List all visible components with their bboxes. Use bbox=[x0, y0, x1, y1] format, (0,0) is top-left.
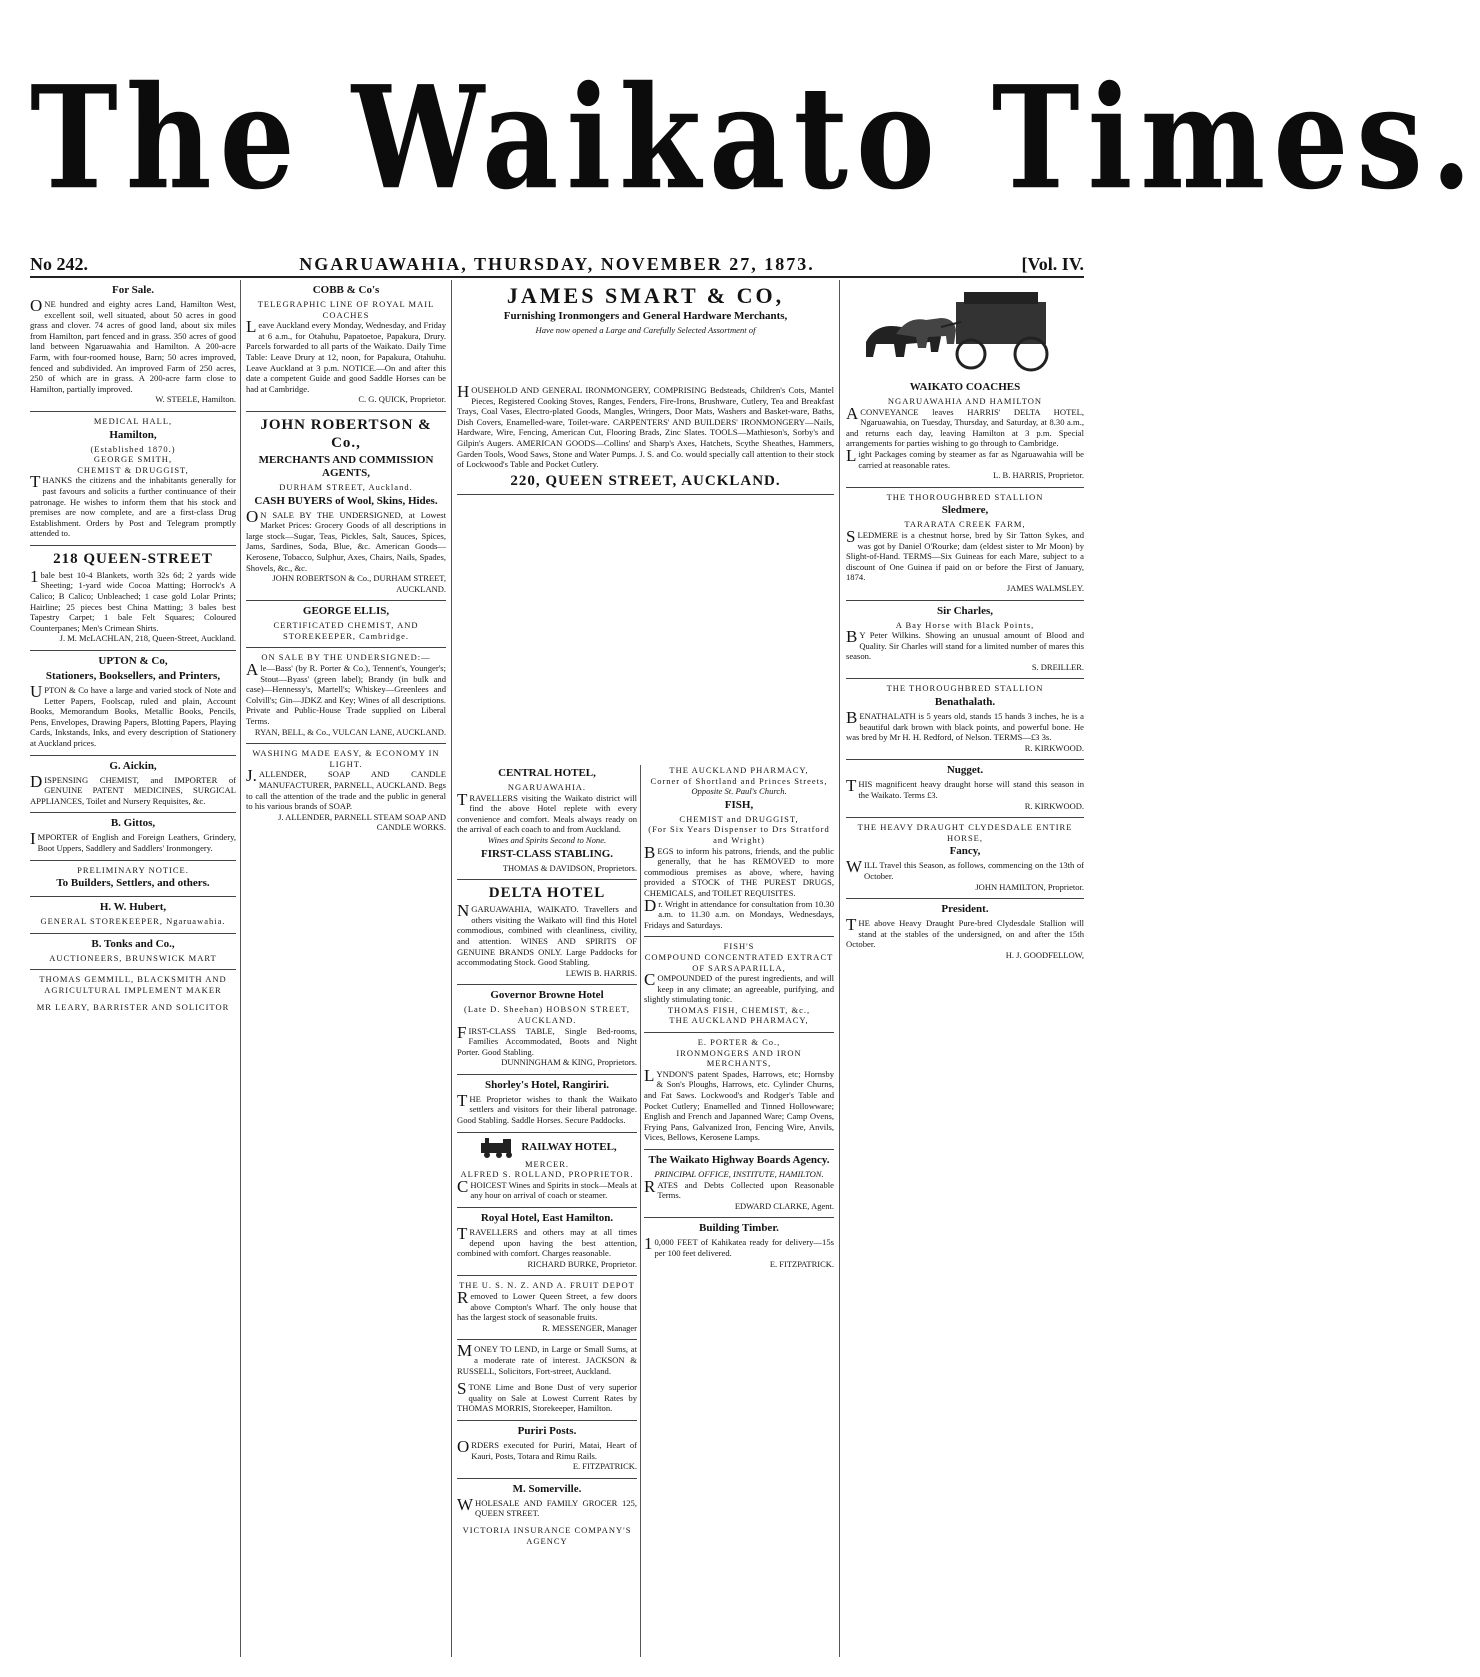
benathalath-ad bbox=[846, 683, 1084, 753]
ad-body: IMPORTER of English and Foreign Leathers, Grindery, Boot Uppers, Saddlery and Saddlers' Ironmongery. bbox=[30, 829, 236, 853]
ad-signature: L. B. HARRIS, Proprietor. bbox=[993, 470, 1084, 481]
ad-body: MONEY TO LEND, in Large or Small Sums, at a moderate rate of interest. JACKSON & RUSSELL, Solicitors, Fort-street, Auckland. bbox=[457, 1341, 637, 1376]
ad-trade: CHEMIST and DRUGGIST, bbox=[679, 813, 799, 824]
ad-heading: VICTORIA INSURANCE COMPANY'S AGENCY bbox=[462, 1524, 632, 1546]
ad-body: COMPOUNDED of the purest ingredients, and will keep in any climate; an agreeable, purifying, and slightly stimulating tonic. bbox=[644, 970, 834, 1005]
victoria-ad bbox=[457, 1525, 637, 1546]
ad-signature: C. G. QUICK, Proprietor. bbox=[358, 394, 446, 405]
ad-signature: J. ALLENDER, PARNELL STEAM SOAP AND CANDLE WORKS. bbox=[278, 811, 446, 833]
timber-ad bbox=[644, 1222, 834, 1269]
ad-body: HOUSEHOLD AND GENERAL IRONMONGERY, COMPRISING Bedsteads, Children's Cots, Mantel Pieces, Registered Cooking Stoves, Ranges, Fenders, Fire-Irons, Brushware, Cutlery, Tea and Breakfast Trays, Coal Vases, Electro-plated Goods, Mangles, Wringers, Door Mats, Washers and Basket-ware, Baths, Dish Covers, Enamelled-ware, Toilet-ware. CARPENTERS' AND BUILDERS' IRONMONGERY—Nails, Hardware, Wire, Fencing, American Cut, Flooring Brads, Zinc Slates. TOOLS—Mathieson's, Sorby's and Gilpin's Augers. AMERICAN GOODS—Collins' and Sharp's Axes, Hatchets, Scythe Sheathes, Hammers, Garden Tools, Wood Saws, Stone and Water Pumps. J. S. and Co. would specially call attention to their stock of Lockwood's Table and Pocket Cutlery. bbox=[457, 382, 834, 470]
ad-signature: E. FITZPATRICK. bbox=[769, 1258, 834, 1269]
ad-heading: Sir Charles, bbox=[936, 604, 994, 617]
queen-street-ad bbox=[30, 550, 236, 644]
ad-heading: CENTRAL HOTEL, bbox=[498, 767, 596, 779]
robertson-ad bbox=[246, 416, 446, 594]
divider bbox=[644, 1217, 834, 1218]
medical-hall-ad bbox=[30, 416, 236, 539]
ad-subheading: IRONMONGERS AND IRON MERCHANTS, bbox=[676, 1047, 802, 1069]
ad-pre-heading: THE HEAVY DRAUGHT CLYDESDALE ENTIRE HORSE, bbox=[857, 822, 1073, 843]
ad-body: THE Proprietor wishes to thank the Waikato settlers and visitors for their liberal patronage. Good Stabling. Saddle Horses. Secure Paddocks. bbox=[457, 1090, 637, 1126]
president-ad bbox=[846, 903, 1084, 960]
ad-subheading: A Bay Horse with Black Points, bbox=[895, 619, 1035, 630]
divider bbox=[644, 1032, 834, 1033]
ad-subheading: COMPOUND CONCENTRATED EXTRACT OF SARSAPARILLA, bbox=[644, 951, 834, 973]
ad-signature: JOHN ROBERTSON & Co., DURHAM STREET, AUCKLAND. bbox=[272, 573, 446, 594]
forsale-ad bbox=[30, 284, 236, 405]
ad-heading: ON SALE BY THE UNDERSIGNED:— bbox=[261, 652, 431, 663]
divider bbox=[457, 1132, 637, 1133]
ad-subheading: AUCTIONEERS, BRUNSWICK MART bbox=[49, 952, 217, 963]
ad-heading: Sledmere, bbox=[941, 504, 989, 517]
ad-signature: EDWARD CLARKE, Agent. bbox=[734, 1200, 834, 1211]
sledmere-ad bbox=[846, 492, 1084, 594]
ad-heading: H. W. Hubert, bbox=[99, 901, 167, 914]
stone-ad bbox=[457, 1379, 637, 1414]
ad-body: BY Peter Wilkins. Showing an unusual amount of Blood and Quality. Sir Charles will stand for a limited number of mares this season. bbox=[846, 627, 1084, 662]
ad-heading: THE AUCKLAND PHARMACY, bbox=[669, 765, 809, 775]
ad-signature: R. KIRKWOOD. bbox=[1024, 742, 1084, 753]
ad-body: THANKS the citizens and the inhabitants generally for past favours and solicits a further continuance of their patronage. He wishes to inform them that his stock and premises are now complete, and are a first-class Drug Establishment. Orders by Post and Telegram promptly attended to. bbox=[30, 472, 236, 539]
divider bbox=[846, 678, 1084, 679]
ad-heading: JOHN ROBERTSON & Co., bbox=[260, 416, 432, 451]
ad-opposite: Opposite St. Paul's Church. bbox=[691, 786, 787, 797]
newspaper-title: The Waikato Times. bbox=[30, 54, 1480, 221]
column-4 bbox=[644, 765, 834, 1657]
sir-charles-ad bbox=[846, 605, 1084, 673]
ad-signature: R. KIRKWOOD. bbox=[1024, 800, 1084, 811]
ad-subheading: NGARUAWAHIA. bbox=[507, 782, 587, 792]
highway-ad bbox=[644, 1154, 834, 1211]
ellis-ad bbox=[246, 605, 446, 641]
ad-body: UPTON & Co have a large and varied stock of Note and Letter Papers, Foolscap, ruled and plain, Account Books, Memorandum Books, Metallic Books, Pencils, Pens, Envelopes, Drawing Papers, Blotting Papers, Playing Cards, Inkstands, Inks, and every description of Stationery at Auckland prices. bbox=[30, 682, 236, 748]
divider bbox=[246, 411, 446, 412]
column-rule bbox=[640, 765, 641, 1657]
ad-stabling: FIRST-CLASS STABLING. bbox=[480, 847, 614, 860]
ad-heading: DELTA HOTEL bbox=[488, 885, 606, 902]
ad-heading: B. Gittos, bbox=[110, 817, 156, 830]
ad-heading: For Sale. bbox=[112, 284, 154, 296]
issue-number: No 242. bbox=[30, 254, 88, 274]
ad-subheading: (Late D. Sheehan) HOBSON STREET, AUCKLAND. bbox=[464, 1004, 630, 1025]
ad-subheading: NGARUAWAHIA AND HAMILTON bbox=[887, 396, 1043, 406]
coach-illustration bbox=[846, 282, 1084, 377]
ad-address: DURHAM STREET, Auckland. bbox=[279, 481, 413, 492]
ad-body: FIRST-CLASS TABLE, Single Bed-rooms, Families Accommodated, Boots and Night Porter. Good Stabling. bbox=[457, 1022, 637, 1057]
divider bbox=[457, 1339, 637, 1340]
ad-heading: Governor Browne Hotel bbox=[490, 989, 604, 1002]
divider bbox=[30, 411, 236, 412]
ad-note: (For Six Years Dispenser to Drs Stratford and Wright) bbox=[648, 824, 830, 845]
ad-heading: RAILWAY HOTEL, bbox=[521, 1141, 617, 1154]
porter-ad bbox=[644, 1037, 834, 1143]
fancy-ad bbox=[846, 822, 1084, 892]
ad-body: Ale—Bass' (by R. Porter & Co.), Tennent's, Younger's; Stout—Byass' (green label); Brandy (in bulk and case)—Hennessy's, Martell's; Whiskey—Greenlees and Colvill's; Gin—JDKZ and Key; Wines of all descriptions. Private and Public-House Trade supplied on Liberal Terms. bbox=[246, 660, 446, 727]
aickin-ad bbox=[30, 760, 236, 807]
ad-body: Leave Auckland every Monday, Wednesday, and Friday at 6 a.m., for Otahuhu, Papatoetoe, Papakura, Drury. Parcels forwarded to all parts of the Waikato. Daily Time Table: Leave Drury at 12, noon, for Papakura, Otahuhu. Leave Auckland at 3 p.m. NOTICE.—On and after this date a competent Guide and good Saddle Horses can be had at Cambridge. bbox=[246, 317, 446, 394]
divider bbox=[30, 860, 236, 861]
ad-body: WILL Travel this Season, as follows, commencing on the 13th of October. bbox=[846, 857, 1084, 881]
ad-pre-heading: THE THOROUGHBRED STALLION bbox=[886, 491, 1044, 502]
ad-heading-row bbox=[457, 1137, 637, 1159]
puriri-ad bbox=[457, 1425, 637, 1472]
column-rule bbox=[839, 280, 840, 1657]
ad-body: THE above Heavy Draught Pure-bred Clydesdale Stallion will stand at the stables of the undersigned, on and after the 15th October. bbox=[846, 915, 1084, 950]
browne-hotel-ad bbox=[457, 989, 637, 1068]
central-hotel-ad bbox=[457, 767, 637, 873]
ad-signature: THOMAS & DAVIDSON, Proprietors. bbox=[502, 862, 637, 873]
ad-trade: CHEMIST & DRUGGIST, bbox=[77, 464, 189, 475]
ad-signature: E. FITZPATRICK. bbox=[572, 1461, 637, 1472]
shirley-hotel-ad bbox=[457, 1079, 637, 1126]
ad-signature: LEWIS B. HARRIS. bbox=[565, 967, 637, 978]
smart-ad bbox=[457, 282, 834, 382]
ad-heading: E. PORTER & Co., bbox=[697, 1037, 781, 1048]
ad-heading: COBB & Co's bbox=[312, 284, 380, 296]
allender-ad bbox=[246, 748, 446, 833]
divider bbox=[457, 1420, 637, 1421]
masthead bbox=[30, 30, 1480, 245]
ad-signature: RYAN, BELL, & Co., VULCAN LANE, AUCKLAND. bbox=[254, 726, 446, 737]
ad-heading: Building Timber. bbox=[699, 1222, 779, 1235]
ad-body: TRAVELLERS and others may at all times depend upon having the best attention, combined with comfort. Charges reasonable. bbox=[457, 1224, 637, 1259]
pharmacy-ad bbox=[644, 765, 834, 930]
divider bbox=[30, 812, 236, 813]
ad-body: LYNDON'S patent Spades, Harrows, etc; Hornsby & Son's Ploughs, Harrows, etc. Cylinder Churns, and Fat Saws. Lockwood's and Rodger's Table and Pocket Cutlery; Enamelled and Tinned Hollowware; English and French and Japanned Ware; Camp Ovens, Frying Pans, Galvanized Iron, Fencing Wire, Anvils, Vices, Bellows, Kerosene Lamps. bbox=[644, 1065, 834, 1143]
divider bbox=[30, 896, 236, 897]
divider bbox=[30, 755, 236, 756]
ad-heading: B. Tonks and Co., bbox=[91, 937, 175, 950]
ad-body: CHOICEST Wines and Spirits in stock—Meals at any hour on arrival of coach or steamer. bbox=[457, 1176, 637, 1201]
ad-body: DISPENSING CHEMIST, and IMPORTER of GENUINE PATENT MEDICINES, SURGICAL APPLIANCES, Toilet and Nursery Requisites, &c. bbox=[30, 771, 236, 806]
upton-ad bbox=[30, 655, 236, 749]
ryan-ad bbox=[246, 652, 446, 737]
ad-pharmacy: THE AUCKLAND PHARMACY, bbox=[669, 1015, 809, 1026]
locomotive-icon bbox=[477, 1137, 517, 1159]
delta-hotel-ad bbox=[457, 884, 637, 978]
ad-body: SLEDMERE is a chestnut horse, bred by Sir Tatton Sykes, and was got by Daniel O'Rourke; dam (eldest sister to Mr Moon) by Slight-of-Hand. TERMS—Six Guineas for each Mare, subject to a discount of One Guinea if paid on or before the First of January, 1874. bbox=[846, 526, 1084, 583]
fruit-depot-ad bbox=[457, 1280, 637, 1333]
ad-heading: WAIKATO COACHES bbox=[909, 381, 1021, 393]
ad-signature: RICHARD BURKE, Proprietor. bbox=[527, 1258, 637, 1269]
ad-signature: DUNNINGHAM & KING, Proprietors. bbox=[501, 1057, 637, 1068]
ad-body: ORDERS executed for Puriri, Matai, Heart of Kauri, Posts, Totara and Rimu Rails. bbox=[457, 1436, 637, 1461]
ad-body: STONE Lime and Bone Dust of very superior quality on Sale at Lowest Current Rates by THOMAS MORRIS, Storekeeper, Hamilton. bbox=[457, 1379, 637, 1414]
divider bbox=[30, 933, 236, 934]
ad-body: BENATHALATH is 5 years old, stands 15 hands 3 inches, he is a beautiful dark brown with black points, and powerful bone. He was bred by Mr H. H. Redford, of Nelson. TERMS—£3 3s. bbox=[846, 708, 1084, 743]
divider bbox=[846, 487, 1084, 488]
ad-heading: Shorley's Hotel, Rangiriri. bbox=[484, 1078, 610, 1091]
ad-heading: THE U. S. N. Z. AND A. FRUIT DEPOT bbox=[459, 1280, 635, 1291]
divider bbox=[457, 1275, 637, 1276]
ad-wines: Wines and Spirits Second to None. bbox=[487, 834, 607, 845]
ad-body: Removed to Lower Queen Street, a few doors above Compton's Wharf. The only house that has the largest stock of seasonable fruits. bbox=[457, 1288, 637, 1323]
divider bbox=[30, 969, 236, 970]
somerville-ad bbox=[457, 1483, 637, 1519]
divider bbox=[644, 936, 834, 937]
ad-heading: MR LEARY, BARRISTER AND SOLICITOR bbox=[36, 1001, 230, 1012]
ad-heading: JAMES SMART & CO, bbox=[506, 283, 785, 308]
ad-proprietor: ALFRED S. ROLLAND, PROPRIETOR. bbox=[460, 1169, 634, 1180]
tonks-ad bbox=[30, 938, 236, 964]
ad-subheading: PRINCIPAL OFFICE, INSTITUTE, HAMILTON. bbox=[654, 1169, 824, 1179]
ad-body: TRAVELLERS visiting the Waikato district will find the above Hotel replete with every convenience and comfort. Meals always ready on the arrival of each coach to and from Auckland. bbox=[457, 789, 637, 835]
ad-heading: Royal Hotel, East Hamilton. bbox=[480, 1212, 614, 1225]
ad-signature: R. MESSENGER, Manager bbox=[542, 1322, 637, 1333]
ad-signature: JOHN HAMILTON, Proprietor. bbox=[975, 881, 1084, 892]
ad-town: Hamilton, bbox=[109, 428, 157, 441]
ad-heading: PRELIMINARY NOTICE. bbox=[77, 864, 189, 875]
divider bbox=[644, 1149, 834, 1150]
ad-name: FISH, bbox=[724, 798, 754, 811]
ad-subheading: MERCER. bbox=[524, 1158, 570, 1169]
divider bbox=[246, 600, 446, 601]
stagecoach-icon bbox=[846, 282, 1084, 377]
money-ad bbox=[457, 1341, 637, 1376]
ad-subheading: Stationers, Booksellers, and Printers, bbox=[45, 670, 221, 683]
ad-heading: President. bbox=[941, 903, 989, 916]
ad-heading: Benathalath. bbox=[934, 696, 996, 709]
ad-subheading: To Builders, Settlers, and others. bbox=[56, 877, 210, 890]
gittos-ad bbox=[30, 817, 236, 853]
ad-heading: 218 QUEEN-STREET bbox=[53, 550, 213, 567]
divider bbox=[30, 650, 236, 651]
divider bbox=[846, 817, 1084, 818]
place-date: NGARUAWAHIA, THURSDAY, NOVEMBER 27, 1873. bbox=[299, 254, 815, 274]
waikato-coaches-ad bbox=[846, 381, 1084, 481]
ad-heading: GEORGE ELLIS, bbox=[302, 605, 390, 618]
ad-name: GEORGE SMITH, bbox=[93, 454, 173, 465]
ad-heading: G. Aickin, bbox=[109, 759, 157, 772]
railway-hotel-ad bbox=[457, 1137, 637, 1201]
nugget-ad bbox=[846, 764, 1084, 811]
divider bbox=[846, 898, 1084, 899]
ad-note: Have now opened a Large and Carefully Selected Assortment of bbox=[535, 325, 756, 335]
ad-subheading: CERTIFICATED CHEMIST, AND STOREKEEPER, Cambridge. bbox=[273, 620, 419, 641]
ad-body: RATES and Debts Collected upon Reasonable Terms. bbox=[644, 1176, 834, 1201]
ad-body: J.ALLENDER, SOAP AND CANDLE MANUFACTURER, PARNELL, AUCKLAND. Begs to call the attention of the trade and the public in general to his various brands of SOAP. bbox=[246, 766, 446, 812]
ad-body: WHOLESALE AND FAMILY GROCER 125, QUEEN STREET. bbox=[457, 1494, 637, 1519]
ad-heading: Fancy, bbox=[949, 845, 981, 858]
ad-subheading: GENERAL STOREKEEPER, Ngaruawahia. bbox=[40, 916, 226, 927]
column-5 bbox=[846, 282, 1084, 1657]
divider bbox=[457, 1207, 637, 1208]
ad-body: ACONVEYANCE leaves HARRIS' DELTA HOTEL, Ngaruawahia, on Tuesday, Thursday, and Saturday, at 8.30 a.m., and returns each day, leaving Hamilton at 3 p.m. Special arrangements for parties wishing to go through to Cambridge. bbox=[846, 403, 1084, 449]
ad-note: Light Packages coming by steamer as far as Ngaruawahia will be carried at reasonable rates. bbox=[846, 445, 1084, 470]
ad-subheading: MERCHANTS AND COMMISSION AGENTS, bbox=[258, 453, 434, 479]
ad-body: ON SALE BY THE UNDERSIGNED, at Lowest Market Prices: Grocery Goods of all descriptions in large stock—Sugar, Teas, Pickles, Salt, Sauces, Spices, Jams, Sardines, Soda, Blue, &c. American Goods—Kerosene, Tobacco, Sulphur, Axes, Chairs, Nails, Spades, Shovels, &c., &c. bbox=[246, 506, 446, 573]
ad-subheading: TARARATA CREEK FARM, bbox=[904, 519, 1026, 530]
gemmill-ad bbox=[30, 974, 236, 995]
column-2 bbox=[246, 282, 446, 1657]
ad-body: NGARUAWAHIA, WAIKATO. Travellers and others visiting the Waikato will find this Hotel commodious, combined with cleanliness, civility, and attention. WINES AND SPIRITS OF GENUINE BRANDS ONLY. Large Paddocks for accommodating Stock. Good Stabling. bbox=[457, 901, 637, 968]
ad-heading: FISH'S bbox=[723, 941, 755, 952]
divider bbox=[30, 545, 236, 546]
divider bbox=[457, 494, 834, 495]
column-1 bbox=[30, 282, 236, 1657]
divider bbox=[246, 743, 446, 744]
ad-signature: H. J. GOODFELLOW, bbox=[1005, 949, 1084, 960]
ad-signature: JAMES WALMSLEY. bbox=[1006, 582, 1084, 593]
ad-address: 220, QUEEN STREET, AUCKLAND. bbox=[510, 472, 781, 489]
ad-address: Corner of Shortland and Princes Streets, bbox=[650, 775, 828, 786]
ad-body: THIS magnificent heavy draught horse will stand this season in the Waikato. Terms £3. bbox=[846, 776, 1084, 801]
divider bbox=[846, 600, 1084, 601]
ad-signature: THOMAS FISH, CHEMIST, &c., bbox=[667, 1004, 811, 1015]
column-rule bbox=[240, 280, 241, 1657]
ad-established: (Established 1870.) bbox=[90, 443, 176, 454]
divider bbox=[457, 984, 637, 985]
ad-cash-buyers: CASH BUYERS of Wool, Skins, Hides. bbox=[254, 494, 438, 507]
ad-heading: THOMAS GEMMILL, BLACKSMITH AND AGRICULTURAL IMPLEMENT MAKER bbox=[39, 974, 227, 995]
volume: [Vol. IV. bbox=[1021, 254, 1084, 274]
dateline bbox=[30, 254, 1084, 278]
ad-heading: WASHING MADE EASY, & ECONOMY IN LIGHT. bbox=[252, 748, 440, 769]
column-3 bbox=[457, 765, 637, 1657]
ad-body: 1bale best 10-4 Blankets, worth 32s 6d; 2 yards wide Sheeting; 1-yard wide Cocoa Matting; Horrock's A Calico; B Calico; Unbleached; 1 case gold Lolar Prints; Hairline; 25 pieces best China Matting; 3 bales best Tapestry Carpet; 1 bale Felt Squares; Coloured Counterpanes; Men's Crimean Shirts. bbox=[30, 566, 236, 633]
ad-heading: MEDICAL HALL, bbox=[93, 415, 173, 426]
ad-body: 10,000 FEET of Kahikatea ready for delivery—15s per 100 feet delivered. bbox=[644, 1234, 834, 1258]
notice-ad bbox=[30, 865, 236, 891]
ad-signature: S. DREILLER. bbox=[1031, 661, 1084, 672]
ad-signature: W. STEELE, Hamilton. bbox=[155, 394, 236, 405]
leary-ad bbox=[30, 1002, 236, 1013]
royal-hotel-ad bbox=[457, 1212, 637, 1269]
ad-body: ONE hundred and eighty acres Land, Hamilton West, excellent soil, well situated, about 50 acres in good grass and clover. 74 acres of good land, about six miles from Hamilton, part fenced and in grass. 350 acres of good land between Ngaruawahia and Hamilton. A 200-acre Farm, with four-roomed house, Barn; 50 acres improved, fenced and subdivided. An improved Farm of 250 acres, 250 of which are in grass. A 200-acre farm close to Hamilton, partially improved. bbox=[30, 296, 236, 394]
cobb-ad bbox=[246, 284, 446, 405]
divider bbox=[457, 1074, 637, 1075]
ad-subheading: Furnishing Ironmongers and General Hardware Merchants, bbox=[503, 310, 788, 322]
divider bbox=[846, 759, 1084, 760]
ad-subheading: TELEGRAPHIC LINE OF ROYAL MAIL COACHES bbox=[257, 299, 435, 320]
ad-heading: The Waikato Highway Boards Agency. bbox=[648, 1154, 830, 1166]
ad-signature: J. M. McLACHLAN, 218, Queen-Street, Auckland. bbox=[59, 633, 236, 644]
smart-ad-body bbox=[457, 382, 834, 760]
ad-pre-heading: THE THOROUGHBRED STALLION bbox=[886, 683, 1044, 694]
sarsaparilla-ad bbox=[644, 941, 834, 1026]
ad-hours: Dr. Wright in attendance for consultation from 10.30 a.m. to 11.30 a.m. on Mondays, Wednesdays, Fridays and Saturdays. bbox=[644, 895, 834, 930]
ad-body: BEGS to inform his patrons, friends, and the public generally, that he has REMOVED to more commodious premises as above, where, having provided a STOCK of THE PUREST DRUGS, CHEMICALS, and TOILET REQUISITES. bbox=[644, 842, 834, 898]
ad-heading: Puriri Posts. bbox=[517, 1424, 577, 1437]
divider bbox=[246, 647, 446, 648]
divider bbox=[457, 1478, 637, 1479]
ad-heading: UPTON & Co, bbox=[98, 655, 168, 668]
ad-heading: Nugget. bbox=[946, 764, 984, 777]
column-rule bbox=[451, 280, 452, 1657]
divider bbox=[457, 879, 637, 880]
ad-heading: M. Somerville. bbox=[512, 1482, 582, 1495]
hubert-ad bbox=[30, 901, 236, 927]
